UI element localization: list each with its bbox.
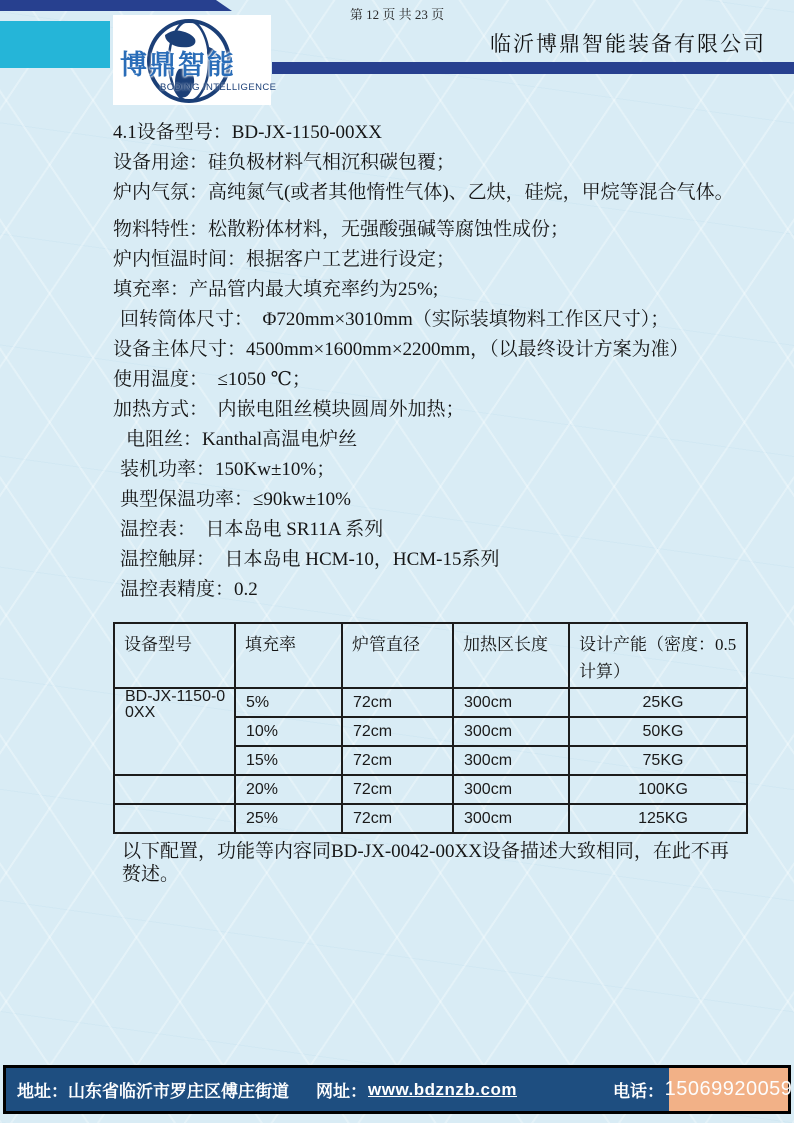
header-fill: 填充率: [235, 623, 342, 688]
fill-cell: 10%: [235, 717, 342, 746]
spec-line-holdpower: 典型保温功率：≤90kw±10%: [120, 489, 351, 510]
header-zone: 加热区长度: [453, 623, 569, 688]
table-row: [114, 688, 747, 717]
zone-cell: 300cm: [453, 717, 569, 746]
header-diameter: 炉管直径: [342, 623, 453, 688]
fill-cell: 20%: [235, 775, 342, 804]
spec-section: [113, 122, 745, 609]
footer-address: 地址：山东省临沂市罗庄区傅庄街道: [17, 1082, 289, 1101]
spec-line-model: 4.1设备型号：BD-JX-1150-00XX: [113, 122, 382, 143]
footer-bar: [3, 1065, 791, 1114]
header-rule: [272, 62, 794, 74]
capacity-cell: 100KG: [569, 775, 747, 804]
spec-line-heating: 加热方式： 内嵌电阻丝模块圆周外加热；: [113, 399, 465, 420]
header-model: 设备型号: [114, 623, 235, 688]
spec-line-drum-size: 回转筒体尺寸： Φ720mm×3010mm（实际装填物料工作区尺寸）；: [120, 309, 670, 330]
diameter-cell: 72cm: [342, 775, 453, 804]
cyan-accent-block: [0, 21, 110, 68]
spec-line-usage: 设备用途：硅负极材料气相沉积碳包覆；: [113, 152, 456, 173]
table-row: [114, 804, 747, 833]
zone-cell: 300cm: [453, 804, 569, 833]
model-cell-empty: [114, 804, 235, 833]
logo-text-en: BODING INTELLIGENCE: [160, 82, 277, 93]
diameter-cell: 72cm: [342, 717, 453, 746]
capacity-table: [113, 622, 748, 834]
spec-line-body-size: 设备主体尺寸：4500mm×1600mm×2200mm，（以最终设计方案为准）: [113, 339, 689, 360]
spec-line-atmosphere: 炉内气氛：高纯氮气(或者其他惰性气体)、乙炔，硅烷，甲烷等混合气体。: [113, 182, 734, 203]
spec-line-precision: 温控表精度：0.2: [120, 579, 258, 600]
spec-line-temperature: 使用温度： ≤1050 ℃；: [113, 369, 311, 390]
model-cell-empty: [114, 775, 235, 804]
spec-line-fillrate: 填充率：产品管内最大填充率约为25%;: [113, 279, 439, 300]
footer-phone-label: 电话：: [613, 1082, 664, 1101]
capacity-cell: 50KG: [569, 717, 747, 746]
spec-line-touchscreen: 温控触屏： 日本岛电 HCM-10，HCM-15系列: [120, 549, 500, 570]
spec-line-controller: 温控表： 日本岛电 SR11A 系列: [120, 519, 384, 540]
diameter-cell: 72cm: [342, 746, 453, 775]
header-capacity: 设计产能（密度：0.5 计算）: [569, 623, 747, 688]
diameter-cell: 72cm: [342, 688, 453, 717]
table-row: [114, 775, 747, 804]
footer-website-label: 网址：: [316, 1082, 367, 1101]
zone-cell: 300cm: [453, 688, 569, 717]
footer-phone-box: [664, 1068, 793, 1111]
zone-cell: 300cm: [453, 746, 569, 775]
fill-cell: 15%: [235, 746, 342, 775]
capacity-cell: 125KG: [569, 804, 747, 833]
footer-website-link[interactable]: www.bdznzb.com: [368, 1079, 517, 1099]
company-logo: [113, 15, 277, 105]
fill-cell: 5%: [235, 688, 342, 717]
capacity-cell: 75KG: [569, 746, 747, 775]
spec-line-power: 装机功率：150Kw±10%；: [120, 459, 336, 480]
spec-line-material: 物料特性：松散粉体材料，无强酸强碱等腐蚀性成份；: [113, 219, 570, 240]
closing-paragraph: 以下配置，功能等内容同BD-JX-0042-00XX设备描述大致相同，在此不再赘述。: [122, 841, 729, 885]
fill-cell: 25%: [235, 804, 342, 833]
footer-phone-number: 15069920059: [664, 1078, 793, 1100]
capacity-cell: 25KG: [569, 688, 747, 717]
zone-cell: 300cm: [453, 775, 569, 804]
logo-text-cn: 博鼎智能: [120, 50, 236, 80]
company-name: 临沂博鼎智能装备有限公司: [490, 32, 766, 56]
spec-line-wire: 电阻丝：Kanthal高温电炉丝: [126, 429, 358, 450]
spec-line-holdtime: 炉内恒温时间：根据客户工艺进行设定；: [113, 249, 456, 270]
diameter-cell: 72cm: [342, 804, 453, 833]
model-cell: BD-JX-1150-00XX: [114, 688, 235, 775]
table-header-row: [114, 623, 747, 688]
page-indicator: 第 12 页 共 23 页: [349, 7, 445, 22]
